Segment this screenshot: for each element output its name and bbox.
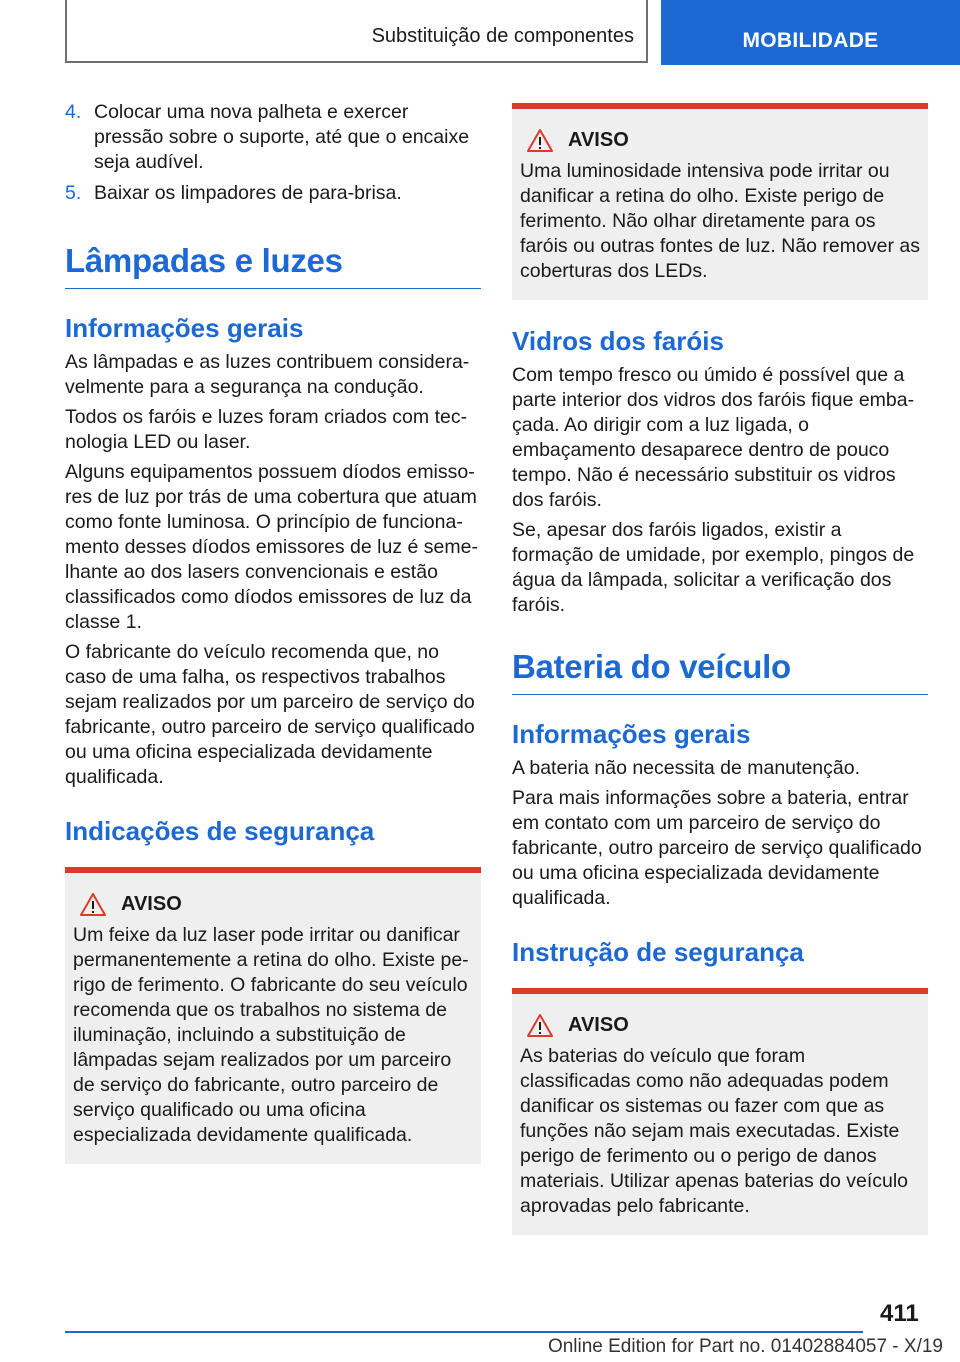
paragraph: Se, apesar dos faróis ligados, existir a formação de umidade, por exemplo, pingos de água da lâmpada, solicitar a verificação dos faróis.: [512, 519, 915, 616]
page-header: [0, 0, 960, 66]
warning-title: AVISO: [568, 128, 629, 151]
step-number: 4.: [65, 101, 82, 123]
warning-text: As baterias do veículo que foram classificadas como não adequadas podem danificar os sistemas ou fazer com que as funções não sejam mais executadas. Existe perigo de ferimento ou o perigo de danos materiais. Utilizar apenas baterias do veículo aprovadas pelo fabricante.: [520, 1045, 909, 1217]
chapter-tab[interactable]: MOBILIDADE: [661, 0, 960, 65]
paragraph: Com tempo fresco ou úmido é possível que a parte interior dos vidros dos faróis fique embaçada. Ao dirigir com a luz ligada, o embaçamento desaparece dentro de pouco tempo. Não é necessário substituir os vidros dos faróis.: [512, 364, 915, 511]
heading-general-info: Informações gerais: [512, 719, 751, 749]
warning-box: [65, 867, 481, 1164]
heading-vehicle-battery: Bateria do veículo: [512, 648, 928, 695]
section-title: Substituição de componentes: [65, 0, 648, 63]
warning-header: [79, 891, 473, 917]
warning-header: [526, 127, 920, 153]
warning-text: Uma luminosidade intensiva pode irritar ou danificar a retina do olho. Existe perigo de ferimento. Não olhar diretamente para os faróis ou outras fontes de luz. Não remover as coberturas dos LEDs.: [520, 160, 920, 282]
step-number: 5.: [65, 182, 82, 204]
heading-headlight-glass: Vidros dos faróis: [512, 326, 724, 356]
paragraph: Alguns equipamentos possuem díodos emissores de luz por trás de uma cobertura que atuam como fonte luminosa. O princípio de funcionamento desses díodos emissores de luz é semelhante ao dos lasers convencionais e estão classificados como díodos emissores de luz da classe 1.: [65, 461, 478, 633]
warning-box: [512, 988, 928, 1235]
warning-triangle-icon: [526, 1013, 554, 1038]
warning-title: AVISO: [568, 1013, 629, 1036]
paragraph: A bateria não necessita de manutenção.: [512, 757, 860, 779]
paragraph: As lâmpadas e as luzes contribuem consideravelmente para a segurança na condução.: [65, 351, 470, 398]
warning-triangle-icon: [526, 128, 554, 153]
heading-safety: Indicações de segurança: [65, 816, 375, 846]
paragraph: Todos os faróis e luzes foram criados com tecnologia LED ou laser.: [65, 406, 468, 453]
heading-lamps: Lâmpadas e luzes: [65, 242, 481, 289]
right-column: [512, 103, 928, 1235]
heading-general-info: Informações gerais: [65, 313, 304, 343]
warning-box: [512, 103, 928, 300]
warning-text: Um feixe da luz laser pode irritar ou danificar permanentemente a retina do olho. Existe perigo de ferimento. O fabricante do seu veículo recomenda que os trabalhos no sistema de iluminação, incluindo a substituição de lâmpadas sejam realizados por um parceiro de serviço do fabricante, outro parceiro de serviço qualificado ou uma oficina especializada devidamente qualificada.: [73, 924, 469, 1146]
paragraph: Para mais informações sobre a bateria, entrar em contato com um parceiro de serviço do fabricante, outro parceiro de serviço qualificado ou uma oficina especializada devidamente qualificada.: [512, 787, 922, 909]
warning-triangle-icon: [79, 892, 107, 917]
warning-title: AVISO: [121, 892, 182, 915]
heading-safety-instruction: Instrução de segurança: [512, 937, 804, 967]
paragraph: O fabricante do veículo recomenda que, no caso de uma falha, os respectivos trabalhos sejam realizados por um parceiro de serviço do fabricante, outro parceiro de serviço qualificado ou uma oficina especializada devidamente qualificada.: [65, 641, 475, 788]
edition-text: Online Edition for Part no. 01402884057 - X/19: [547, 1336, 943, 1357]
warning-header: [526, 1012, 920, 1038]
page-number: 411: [880, 1300, 919, 1327]
left-column: [65, 100, 481, 1164]
step-text: Baixar os limpadores de para-brisa.: [94, 182, 402, 204]
step-item: [65, 181, 481, 206]
step-item: [65, 100, 481, 175]
footer-divider: [65, 1331, 863, 1333]
step-text: Colocar uma nova palheta e exercer pressão sobre o suporte, até que o encaixe seja audível.: [94, 101, 470, 173]
